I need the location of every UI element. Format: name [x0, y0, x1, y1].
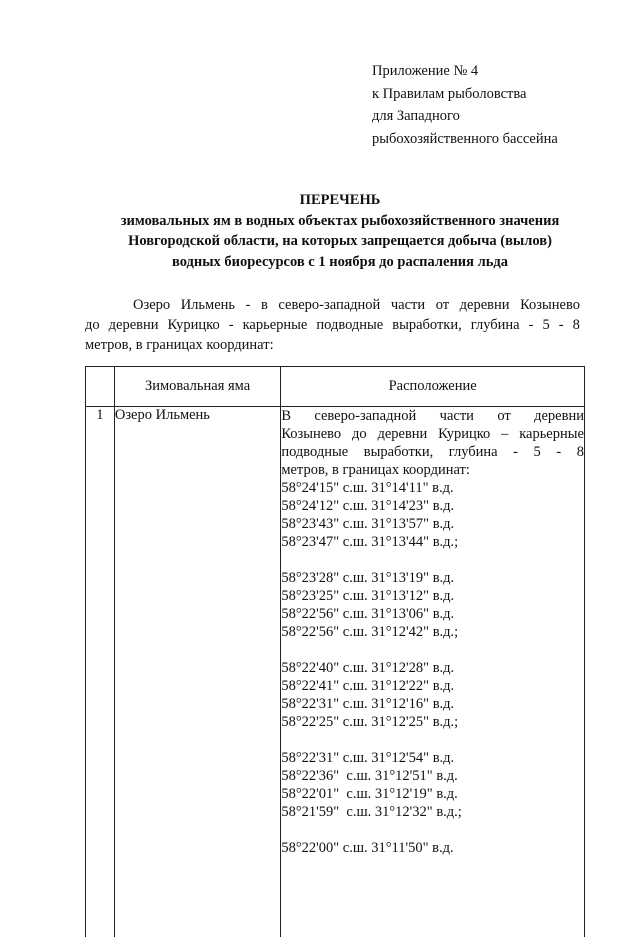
word: 8 [573, 315, 580, 335]
word: Козынево [520, 295, 580, 315]
word: подводные [281, 443, 348, 461]
word: 5 [534, 443, 541, 461]
word: - [529, 315, 534, 335]
location-description [281, 407, 584, 479]
word: 8 [577, 443, 584, 461]
row-location [281, 407, 585, 937]
description-line [281, 407, 584, 425]
header-number [86, 367, 115, 407]
document-subtitle-line: Новгородской области, на которых запрещается добыча (вылов) [40, 231, 640, 252]
group-spacer [281, 551, 584, 569]
group-spacer [281, 821, 584, 839]
word: - [556, 443, 561, 461]
word: Ильмень [181, 295, 235, 315]
coordinate-line: 58°22'25" с.ш. 31°12'25" в.д.; [281, 713, 584, 731]
word: деревни [460, 295, 510, 315]
word: части [391, 295, 425, 315]
coordinate-line: 58°23'43" с.ш. 31°13'57" в.д. [281, 515, 584, 533]
coordinate-line: 58°24'12" с.ш. 31°14'23" в.д. [281, 497, 584, 515]
description-line [281, 443, 584, 461]
word: северо-западной [278, 295, 380, 315]
document-subtitle-line: водных биоресурсов с 1 ноября до распаления льда [40, 252, 640, 273]
appendix-line: рыбохозяйственного бассейна [372, 128, 558, 151]
word: от [497, 407, 510, 425]
coordinate-line: 58°22'01" с.ш. 31°12'19" в.д. [281, 785, 584, 803]
word: - [246, 295, 251, 315]
word: деревни [377, 425, 427, 443]
word: выработки, [364, 443, 433, 461]
word: части [440, 407, 474, 425]
coordinate-line: 58°22'56" с.ш. 31°13'06" в.д. [281, 605, 584, 623]
word: до [85, 315, 100, 335]
group-spacer [281, 731, 584, 749]
document-title: ПЕРЕЧЕНЬ [40, 190, 640, 211]
description-line [281, 425, 584, 443]
coordinate-line: 58°22'00" с.ш. 31°11'50" в.д. [281, 839, 584, 857]
document-heading [40, 190, 640, 272]
word: подводные [316, 315, 383, 335]
word: от [436, 295, 449, 315]
coordinate-line: 58°23'25" с.ш. 31°13'12" в.д. [281, 587, 584, 605]
word: выработки, [392, 315, 461, 335]
word: Озеро [133, 295, 170, 315]
word: В [281, 407, 291, 425]
coordinate-line: 58°21'59" с.ш. 31°12'32" в.д.; [281, 803, 584, 821]
header-location: Расположение [281, 367, 585, 407]
word: в [261, 295, 268, 315]
coordinate-line: 58°22'56" с.ш. 31°12'42" в.д.; [281, 623, 584, 641]
word: Курицко [168, 315, 220, 335]
word: - [513, 443, 518, 461]
group-spacer [281, 641, 584, 659]
word: северо-западной [314, 407, 416, 425]
coordinate-line: 58°22'31" с.ш. 31°12'54" в.д. [281, 749, 584, 767]
word: - [229, 315, 234, 335]
word: карьерные [519, 425, 584, 443]
word: Курицко [438, 425, 490, 443]
word: деревни [109, 315, 159, 335]
coordinate-line: 58°22'36" с.ш. 31°12'51" в.д. [281, 767, 584, 785]
appendix-block [372, 60, 558, 150]
intro-paragraph [85, 295, 580, 355]
intro-line [85, 315, 580, 335]
coordinate-line: 58°22'40" с.ш. 31°12'28" в.д. [281, 659, 584, 677]
coordinate-list [281, 479, 584, 857]
table-header-row [86, 367, 585, 407]
coordinate-line: 58°23'47" с.ш. 31°13'44" в.д.; [281, 533, 584, 551]
appendix-line: к Правилам рыболовства [372, 83, 558, 106]
appendix-line: для Западного [372, 105, 558, 128]
word: до [352, 425, 367, 443]
appendix-line: Приложение № 4 [372, 60, 558, 83]
intro-line [85, 295, 580, 315]
intro-line: метров, в границах координат: [85, 335, 580, 355]
wintering-pits-table [85, 366, 585, 937]
word: деревни [534, 407, 584, 425]
word: 5 [542, 315, 549, 335]
description-line: метров, в границах координат: [281, 461, 584, 479]
row-number: 1 [86, 407, 115, 937]
document-subtitle-line: зимовальных ям в водных объектах рыбохозяйственного значения [40, 211, 640, 232]
coordinate-line: 58°23'28" с.ш. 31°13'19" в.д. [281, 569, 584, 587]
word: глубина [471, 315, 520, 335]
word: - [559, 315, 564, 335]
coordinate-line: 58°22'31" с.ш. 31°12'16" в.д. [281, 695, 584, 713]
coordinate-line: 58°22'41" с.ш. 31°12'22" в.д. [281, 677, 584, 695]
word: Козынево [281, 425, 341, 443]
word: – [501, 425, 508, 443]
coordinate-line: 58°24'15" с.ш. 31°14'11" в.д. [281, 479, 584, 497]
row-pit-name: Озеро Ильмень [114, 407, 280, 937]
word: карьерные [243, 315, 308, 335]
table-row [86, 407, 585, 937]
word: глубина [449, 443, 498, 461]
header-pit: Зимовальная яма [114, 367, 280, 407]
